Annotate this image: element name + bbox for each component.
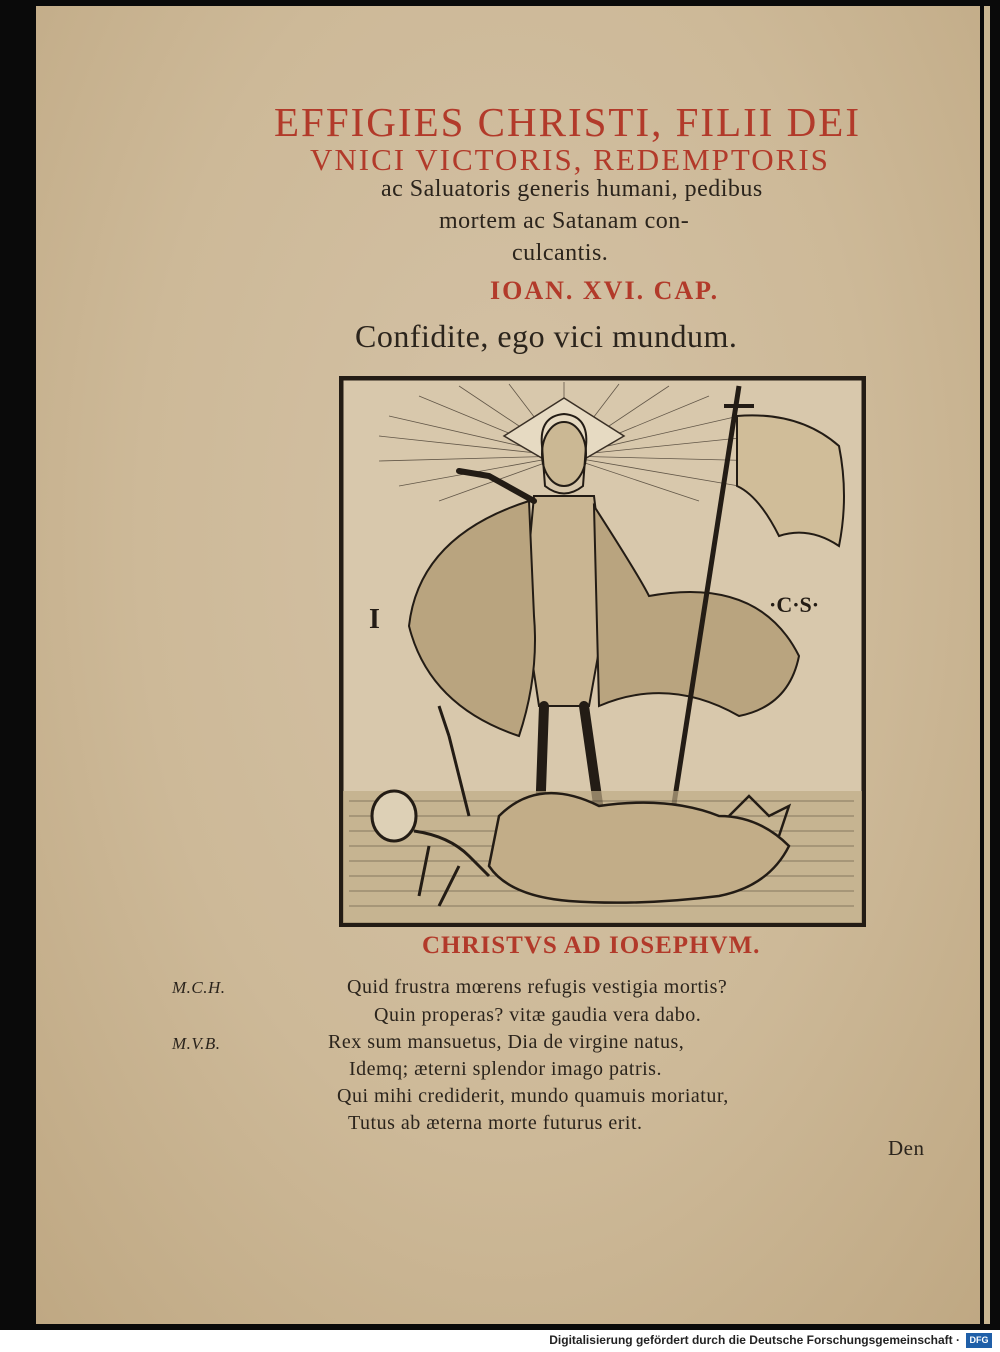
title-line-1: EFFIGIES CHRISTI, FILII DEI [274, 99, 861, 145]
woodcut-illustration [339, 376, 866, 927]
verse-line: Idemq; æterni splendor imago patris. [349, 1058, 662, 1080]
woodcut-caption: CHRISTVS AD IOSEPHVM. [422, 932, 761, 959]
chapter-reference: IOAN. XVI. CAP. [490, 276, 720, 305]
digitization-footer [0, 1330, 1000, 1352]
verse-line: Quid frustra mœrens refugis vestigia mortis? [347, 976, 728, 998]
catchword: Den [888, 1136, 925, 1160]
title-line-5: culcantis. [512, 240, 609, 266]
margin-note: M.C.H. [172, 978, 226, 997]
woodcut-initial-left: I [369, 604, 380, 635]
verse-line: Quin properas? vitæ gaudia vera dabo. [374, 1004, 702, 1026]
footer-credit: Digitalisierung gefördert durch die Deutsche Forschungsgemeinschaft · [549, 1333, 960, 1347]
verse-line: Tutus ab æterna morte futurus erit. [348, 1112, 643, 1134]
dfg-logo: DFG [966, 1333, 992, 1348]
figure-head [542, 422, 586, 486]
woodcut-initials-right: ·C·S· [769, 592, 820, 617]
verse-line: Rex sum mansuetus, Dia de virgine natus, [328, 1031, 685, 1053]
title-line-2: VNICI VICTORIS, REDEMPTORIS [310, 142, 830, 177]
title-line-4: mortem ac Satanam con- [439, 208, 690, 234]
margin-note: M.V.B. [172, 1034, 221, 1053]
page-edge [984, 6, 990, 1324]
title-line-3: ac Saluatoris generis humani, pedibus [381, 176, 763, 202]
verse-line: Qui mihi crediderit, mundo quamuis moriatur, [337, 1085, 729, 1107]
scripture-quote: Confidite, ego vici mundum. [355, 318, 738, 354]
